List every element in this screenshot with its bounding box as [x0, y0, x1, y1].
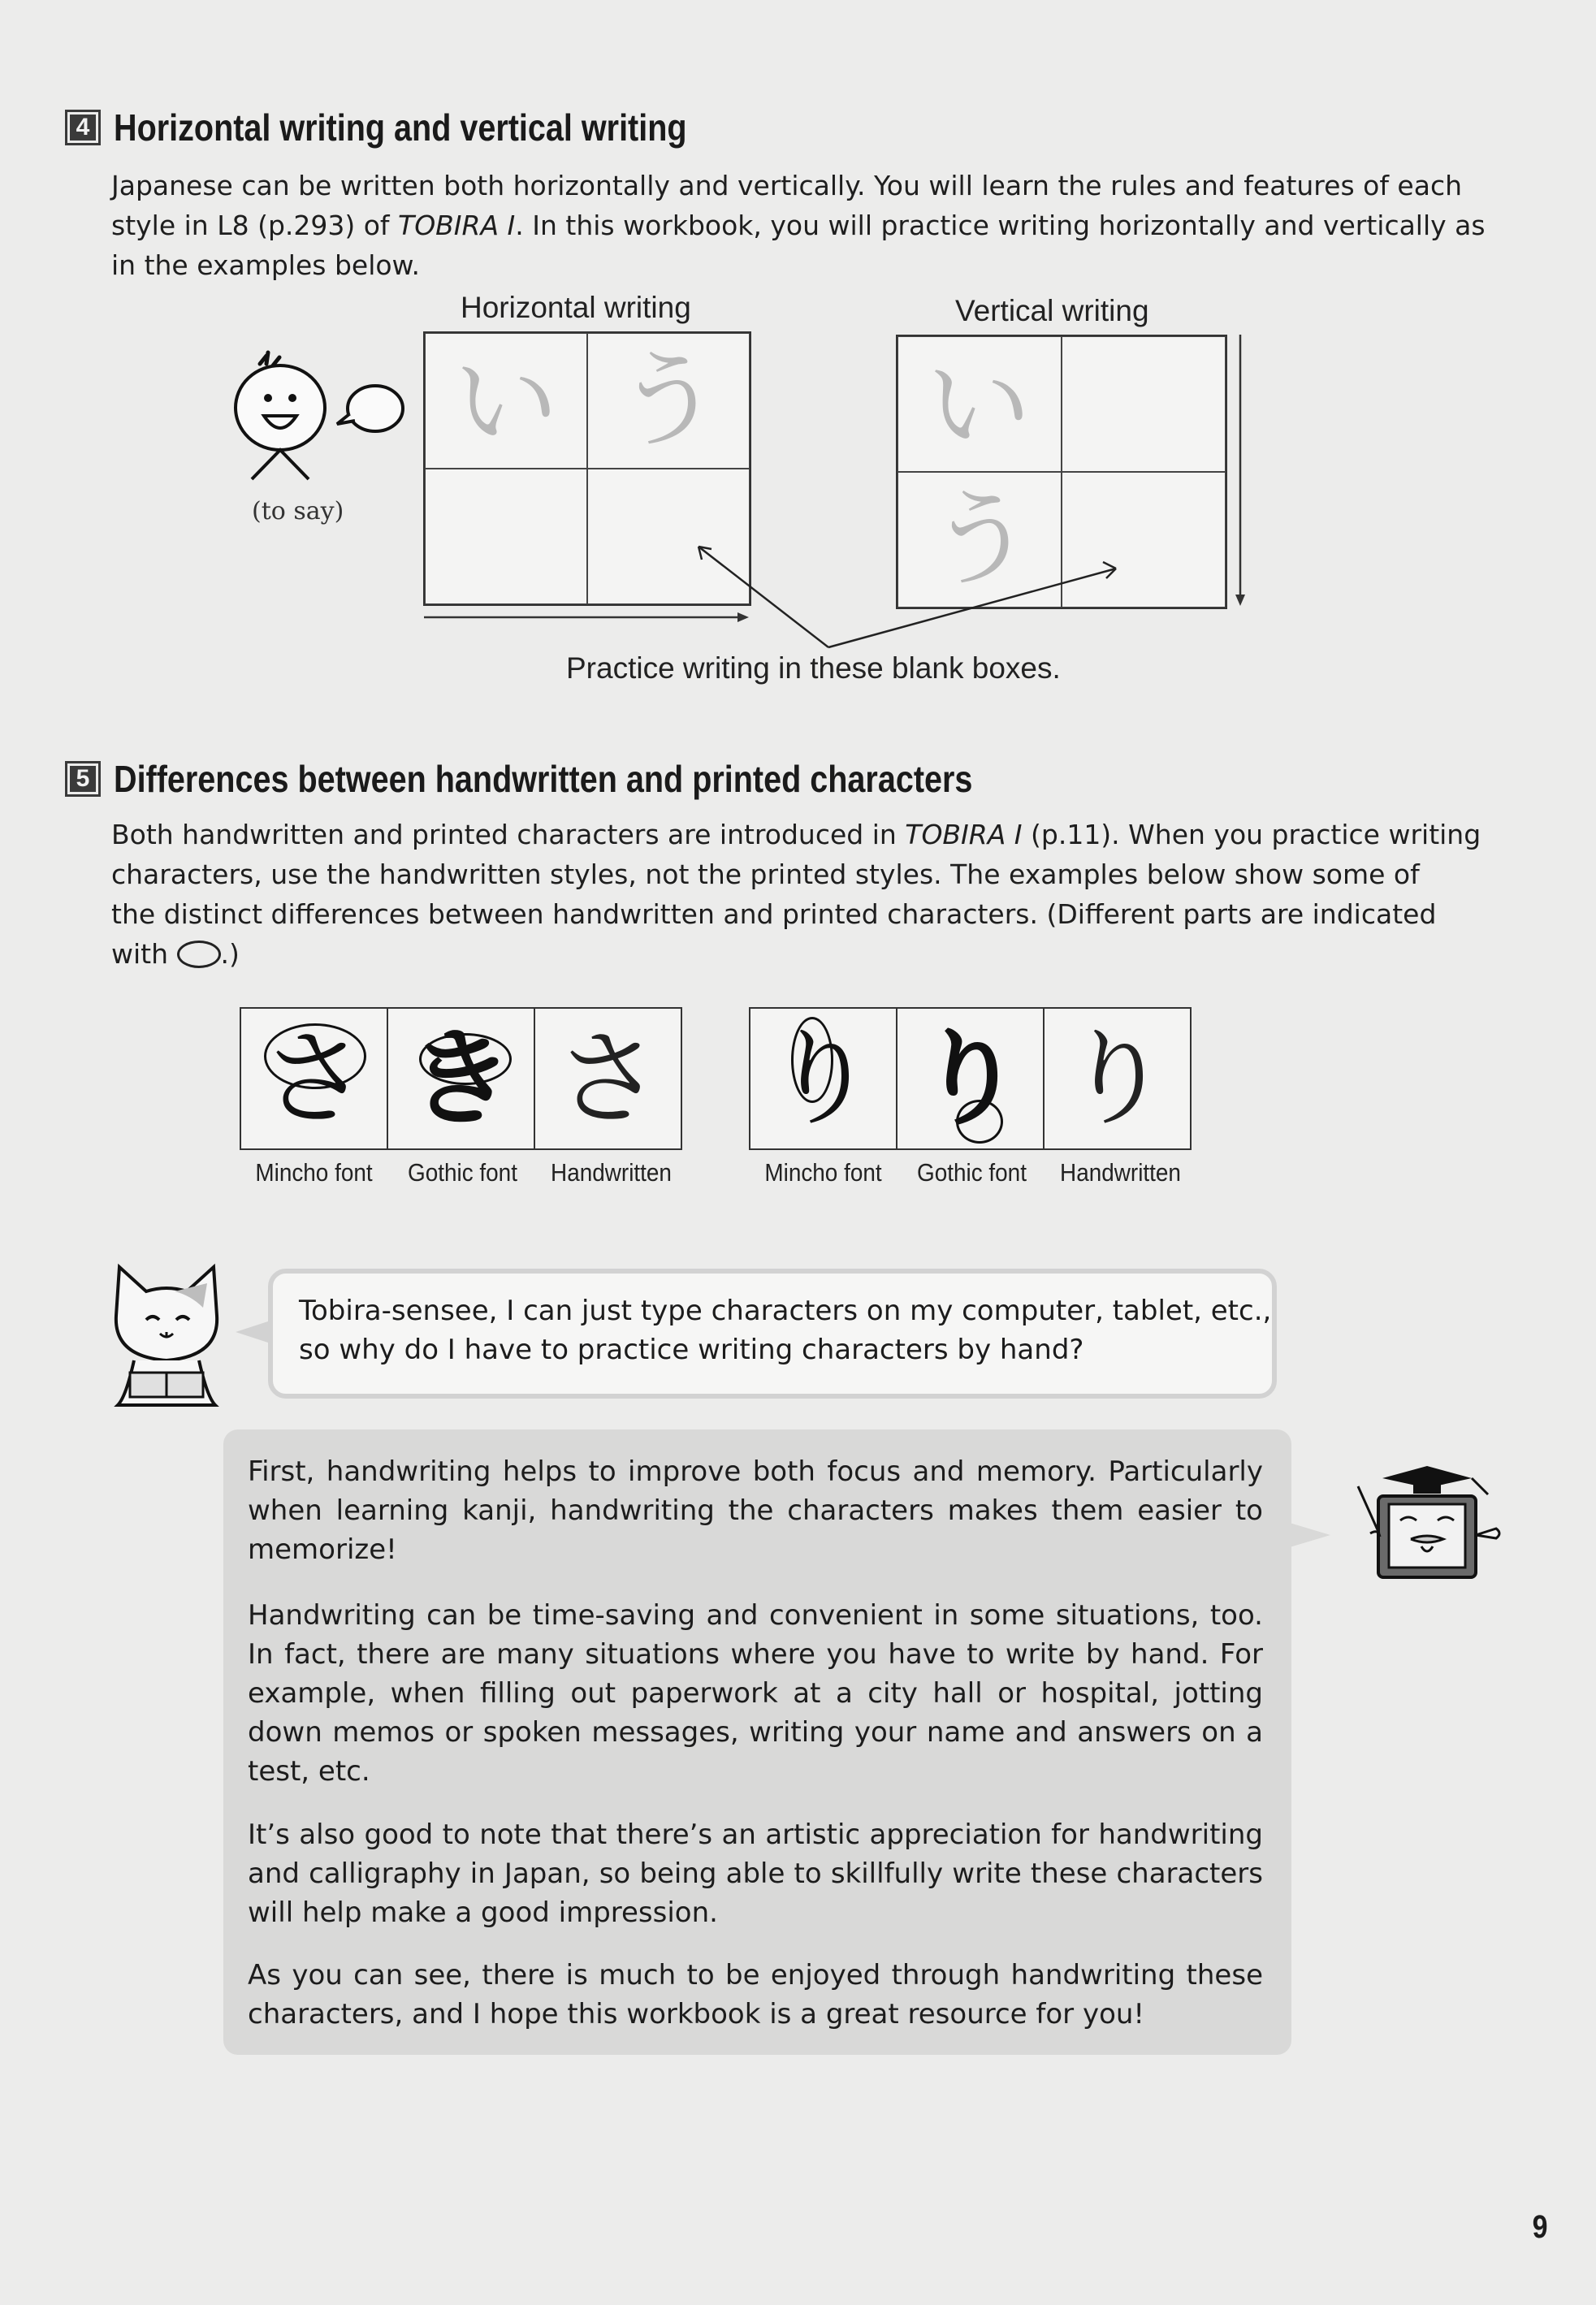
vertical-direction-arrow	[1231, 333, 1250, 613]
vertical-writing-label: Vertical writing	[955, 294, 1149, 327]
circle-indicator-icon	[177, 941, 221, 968]
question-bubble-tail	[236, 1316, 273, 1348]
answer-paragraph: As you can see, there is much to be enjoyed through handwriting these characters, and I hope this workbook is a great resource for you!	[248, 1959, 1263, 2030]
font-label: Mincho font	[764, 1158, 882, 1187]
question-line: so why do I have to practice writing characters by hand?	[299, 1334, 1084, 1366]
horizontal-writing-label: Horizontal writing	[461, 291, 691, 324]
font-label: Mincho font	[255, 1158, 373, 1187]
gothic-ki-cell	[387, 1007, 535, 1150]
kana-ri: り	[770, 1017, 876, 1140]
example-kana-u: う	[928, 478, 1035, 601]
section-4-paragraph	[111, 166, 1516, 285]
gothic-ri-cell	[896, 1007, 1045, 1150]
mincho-ri-cell	[749, 1007, 897, 1150]
character-caption: (to say)	[252, 497, 344, 525]
section-4-heading	[65, 106, 780, 149]
student-question-bubble	[268, 1269, 1277, 1399]
section-5-heading	[65, 757, 1113, 801]
section-title: Horizontal writing and vertical writing	[114, 106, 687, 149]
difference-circle-icon	[264, 1023, 366, 1089]
paragraph-line: style in L8 (p.293) of TOBIRA I. In this workbook, you will practice writing horizontally and vertically as	[111, 210, 1486, 241]
paragraph-line: in the examples below.	[111, 249, 420, 281]
tobira-sensee-teacher-icon	[1326, 1462, 1520, 1592]
page-number: 9	[1532, 2209, 1548, 2245]
example-kana-u: う	[616, 339, 722, 462]
question-text	[299, 1291, 1271, 1369]
answer-bubble-tail	[1290, 1519, 1330, 1551]
grid-cell[interactable]	[1062, 336, 1226, 472]
handwritten-sa-cell	[534, 1007, 682, 1150]
mincho-sa-cell	[240, 1007, 388, 1150]
kana-ri: り	[1064, 1017, 1170, 1140]
font-label: Handwritten	[551, 1158, 672, 1187]
sa-ki-labels	[240, 1158, 686, 1187]
difference-circle-icon	[956, 1100, 1003, 1144]
kana-ri: り	[917, 1017, 1023, 1140]
cat-student-icon	[102, 1259, 231, 1413]
practice-pointer-arrows	[690, 536, 1129, 658]
kana-sa: さ	[555, 1017, 661, 1140]
section-title: Differences between handwritten and printed characters	[114, 758, 973, 800]
practice-caption: Practice writing in these blank boxes.	[566, 651, 1061, 685]
difference-circle-icon	[419, 1033, 512, 1085]
section-number-badge: 4	[65, 110, 101, 145]
section-number-badge: 5	[65, 761, 101, 797]
paragraph-line: Both handwritten and printed characters are introduced in TOBIRA I (p.11). When you practice writing	[111, 819, 1481, 850]
font-label: Handwritten	[1060, 1158, 1181, 1187]
answer-paragraph: Handwriting can be time-saving and convenient in some situations, too. In fact, there are many situations where you have to write by hand. For example, when filling out paperwork at a city hall or hospital, jotting down memos or spoken messages, writing your name and answers on a test, etc.	[248, 1599, 1263, 1788]
font-label: Gothic font	[408, 1158, 517, 1187]
question-line: Tobira-sensee, I can just type characters on my computer, tablet, etc.,	[299, 1295, 1272, 1327]
answer-paragraph: First, handwriting helps to improve both focus and memory. Particularly when learning kanji, handwriting the characters makes them easier to memorize!	[248, 1455, 1263, 1566]
sa-ki-comparison-boxes	[240, 1007, 682, 1150]
example-kana-i: い	[926, 344, 1032, 467]
ri-comparison-boxes	[749, 1007, 1192, 1150]
handwritten-ri-cell	[1043, 1007, 1192, 1150]
difference-circle-icon	[791, 1017, 833, 1103]
paragraph-line: the distinct differences between handwritten and printed characters. (Different parts are indicated	[111, 898, 1437, 930]
kana-ki: き	[408, 1017, 514, 1140]
paragraph-line: with .)	[111, 938, 240, 970]
teacher-answer-bubble	[223, 1429, 1291, 2055]
ri-labels	[749, 1158, 1195, 1187]
paragraph-line: characters, use the handwritten styles, not the printed styles. The examples below show some of	[111, 858, 1420, 890]
kana-sa: さ	[261, 1017, 367, 1140]
speaking-character-icon	[227, 349, 414, 491]
answer-paragraph: It’s also good to note that there’s an artistic appreciation for handwriting and calligraphy in Japan, so being able to skillfully write these characters will help make a good impression.	[248, 1818, 1263, 1929]
section-5-paragraph	[111, 815, 1521, 974]
example-kana-i: い	[453, 340, 560, 464]
grid-cell[interactable]	[425, 469, 587, 604]
paragraph-line: Japanese can be written both horizontally and vertically. You will learn the rules and features of each	[111, 170, 1463, 201]
font-label: Gothic font	[917, 1158, 1027, 1187]
